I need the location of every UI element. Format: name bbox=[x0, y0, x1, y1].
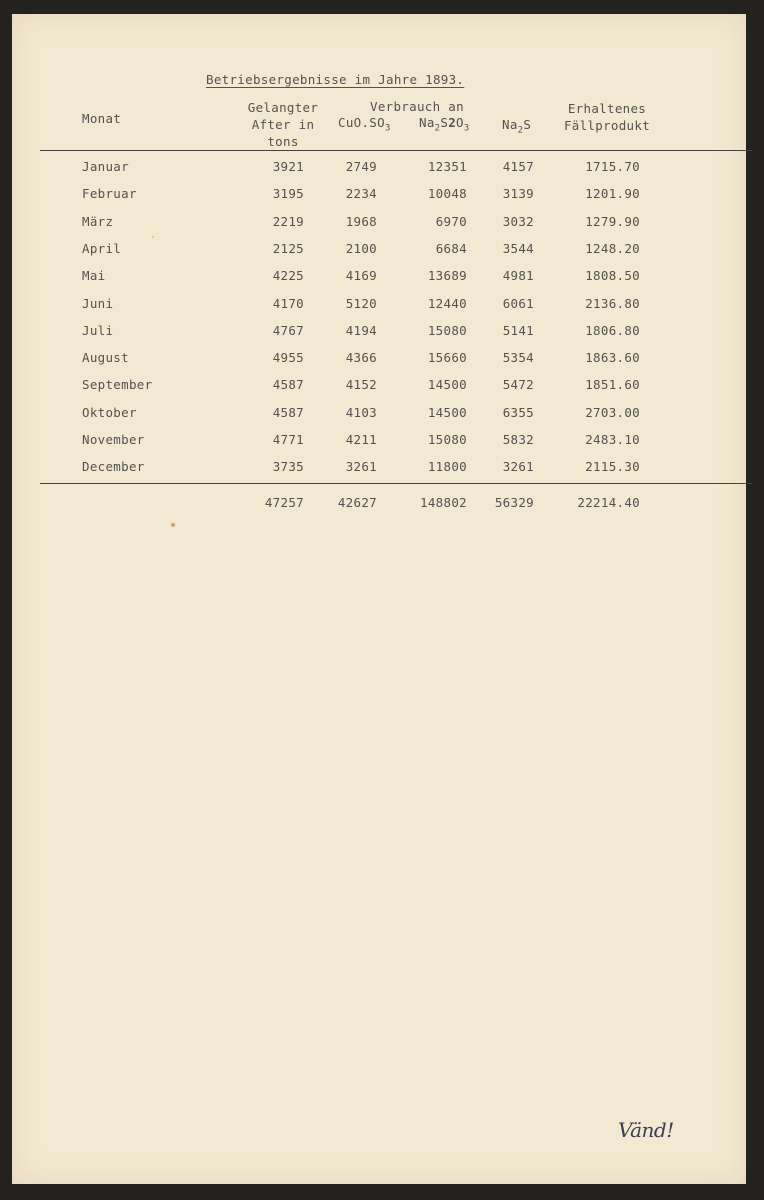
total-na2s2o3: 148802 bbox=[420, 495, 467, 510]
document-title: Betriebsergebnisse im Jahre 1893. bbox=[206, 72, 465, 87]
cell-na2s: 3544 bbox=[502, 240, 534, 256]
header-na2s: $Na_2S$ bbox=[502, 117, 532, 136]
cell-na2s2o3: 15660 bbox=[427, 350, 467, 366]
document-page bbox=[12, 14, 746, 1184]
header-erhaltenes-line1: Erhaltenes bbox=[567, 101, 647, 116]
handwritten-note: Vänd! bbox=[618, 1118, 674, 1142]
cell-cuso3: 4194 bbox=[345, 322, 377, 338]
paper-stain bbox=[171, 523, 175, 527]
cell-after: 4767 bbox=[272, 322, 304, 338]
cell-after: 4170 bbox=[272, 295, 304, 311]
cell-monat: Februar bbox=[82, 186, 137, 202]
cell-after: 4771 bbox=[272, 432, 304, 447]
header-erhaltenes bbox=[552, 100, 662, 134]
total-produkt: 22214.40 bbox=[577, 495, 640, 510]
cell-produkt: 1808.50 bbox=[585, 268, 640, 284]
cell-na2s: 5141 bbox=[502, 322, 534, 338]
cell-produkt: 1201.90 bbox=[585, 186, 640, 202]
cell-after: 3735 bbox=[272, 459, 304, 475]
cell-produkt: 1715.70 bbox=[585, 159, 640, 174]
cell-na2s2o3: 14500 bbox=[427, 377, 467, 393]
cell-na2s2o3: 13689 bbox=[427, 268, 467, 284]
totals-rule bbox=[40, 483, 752, 484]
cell-cuso3: 4152 bbox=[345, 377, 377, 393]
cell-na2s: 4981 bbox=[502, 268, 534, 284]
cell-monat: Oktober bbox=[82, 404, 137, 420]
header-cuso3: $CuO.SO_3$ bbox=[338, 115, 391, 134]
cell-after: 2219 bbox=[272, 213, 304, 229]
header-monat: Monat bbox=[82, 111, 122, 126]
cell-monat: März bbox=[82, 213, 114, 229]
cell-monat: April bbox=[82, 240, 122, 256]
cell-na2s2o3: 15080 bbox=[427, 432, 467, 447]
cell-produkt: 1279.90 bbox=[585, 213, 640, 229]
cell-after: 3195 bbox=[272, 186, 304, 202]
cell-monat: September bbox=[82, 377, 153, 393]
cell-cuso3: 3261 bbox=[345, 459, 377, 475]
header-rule bbox=[40, 150, 752, 151]
cell-monat: Juli bbox=[82, 322, 114, 338]
cell-monat: December bbox=[82, 459, 145, 475]
cell-produkt: 1806.80 bbox=[585, 322, 640, 338]
cell-produkt: 1863.60 bbox=[585, 350, 640, 366]
cell-na2s: 3139 bbox=[502, 186, 534, 202]
cell-after: 3921 bbox=[272, 159, 304, 174]
header-gelangter-line3: tons bbox=[267, 134, 299, 149]
cell-monat: November bbox=[82, 432, 145, 447]
paper-speck bbox=[152, 236, 154, 238]
cell-na2s2o3: 11800 bbox=[427, 459, 467, 475]
cell-cuso3: 5120 bbox=[345, 295, 377, 311]
cell-na2s: 3261 bbox=[502, 459, 534, 475]
header-gelangter-line2: After in bbox=[251, 117, 315, 132]
cell-na2s: 5354 bbox=[502, 350, 534, 366]
cell-na2s2o3: 6684 bbox=[435, 240, 467, 256]
cell-cuso3: 2749 bbox=[345, 159, 377, 174]
cell-cuso3: 4366 bbox=[345, 350, 377, 366]
cell-cuso3: 1968 bbox=[345, 213, 377, 229]
header-erhaltenes-line2: Fällprodukt bbox=[563, 118, 651, 133]
cell-produkt: 2703.00 bbox=[585, 404, 640, 420]
header-verbrauch: Verbrauch an bbox=[370, 99, 464, 114]
header-gelangter-line1: Gelangter bbox=[247, 100, 319, 115]
cell-cuso3: 2234 bbox=[345, 186, 377, 202]
cell-na2s: 6061 bbox=[502, 295, 534, 311]
total-after: 47257 bbox=[264, 495, 304, 510]
header-na2s2o3: $Na_2S2O_3$ bbox=[419, 115, 470, 134]
cell-after: 4225 bbox=[272, 268, 304, 284]
total-na2s: 56329 bbox=[494, 495, 534, 510]
cell-na2s2o3: 14500 bbox=[427, 404, 467, 420]
cell-monat: Januar bbox=[82, 159, 129, 174]
cell-na2s2o3: 6970 bbox=[435, 213, 467, 229]
cell-cuso3: 4169 bbox=[345, 268, 377, 284]
cell-na2s: 3032 bbox=[502, 213, 534, 229]
total-cuso3: 42627 bbox=[337, 495, 377, 510]
cell-na2s: 5472 bbox=[502, 377, 534, 393]
cell-monat: Juni bbox=[82, 295, 114, 311]
cell-monat: August bbox=[82, 350, 129, 366]
cell-after: 2125 bbox=[272, 240, 304, 256]
cell-produkt: 1248.20 bbox=[585, 240, 640, 256]
header-gelangter bbox=[238, 99, 328, 150]
cell-after: 4587 bbox=[272, 404, 304, 420]
cell-after: 4955 bbox=[272, 350, 304, 366]
cell-cuso3: 2100 bbox=[345, 240, 377, 256]
cell-cuso3: 4103 bbox=[345, 404, 377, 420]
cell-produkt: 2483.10 bbox=[585, 432, 640, 447]
cell-produkt: 2115.30 bbox=[585, 459, 640, 475]
cell-na2s: 5832 bbox=[502, 432, 534, 447]
cell-na2s2o3: 12351 bbox=[427, 159, 467, 174]
cell-monat: Mai bbox=[82, 268, 106, 284]
cell-produkt: 2136.80 bbox=[585, 295, 640, 311]
cell-produkt: 1851.60 bbox=[585, 377, 640, 393]
cell-cuso3: 4211 bbox=[345, 432, 377, 447]
cell-after: 4587 bbox=[272, 377, 304, 393]
cell-na2s: 6355 bbox=[502, 404, 534, 420]
cell-na2s: 4157 bbox=[502, 159, 534, 174]
cell-na2s2o3: 15080 bbox=[427, 322, 467, 338]
cell-na2s2o3: 10048 bbox=[427, 186, 467, 202]
cell-na2s2o3: 12440 bbox=[427, 295, 467, 311]
